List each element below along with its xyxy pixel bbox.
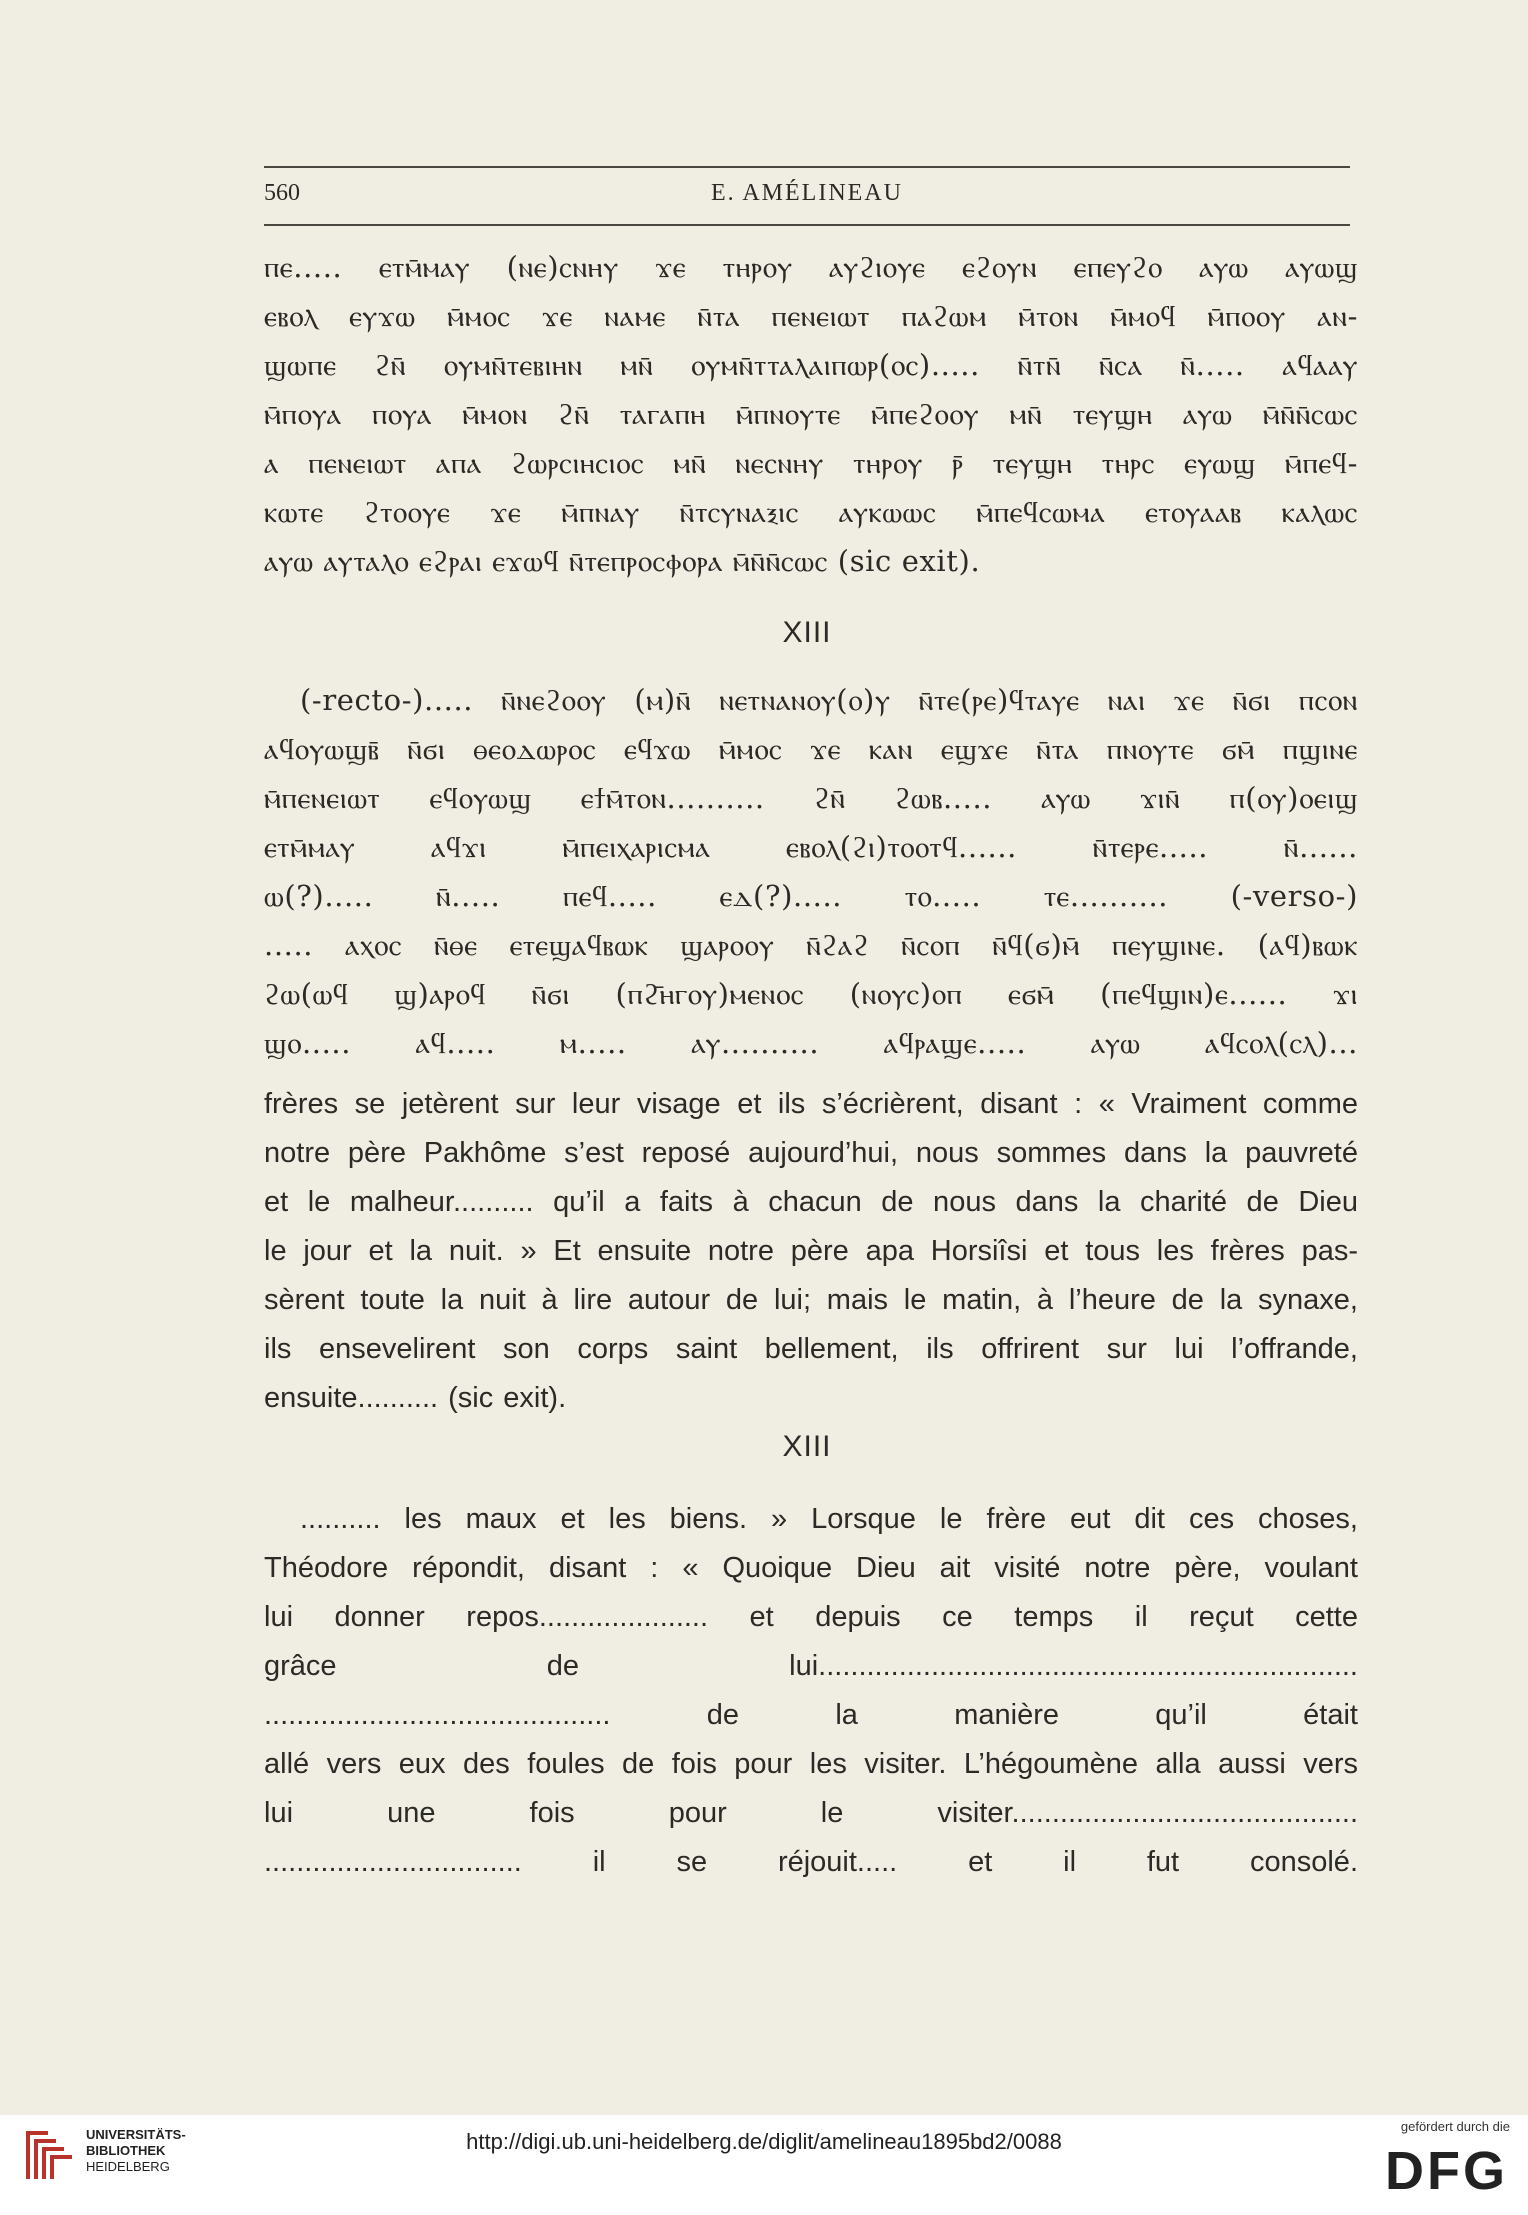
section-heading: XIII bbox=[782, 1430, 832, 1463]
text-line: (-recto-)..... ⲛ̄ⲛⲉϩⲟⲟⲩ (ⲙ)ⲛ̄ ⲛⲉⲧⲛⲁⲛⲟⲩ(ⲟ)ⲩ ⲛ̄ⲧⲉ(ⲣⲉ)ϥⲧⲁⲩⲉ ⲛⲁⲓ ϫⲉ ⲛ̄ϭⲓ ⲡⲥⲟⲛ bbox=[300, 683, 1358, 717]
coptic-paragraph-2 bbox=[264, 676, 1358, 1068]
text-line: .......... les maux et les biens. » Lorsque le frère eut dit ces choses, bbox=[300, 1503, 1358, 1535]
text-line: ⲉⲃⲟⲗ ⲉⲩϫⲱ ⲙ̄ⲙⲟⲥ ϫⲉ ⲛⲁⲙⲉ ⲛ̄ⲧⲁ ⲡⲉⲛⲉⲓⲱⲧ ⲡⲁϩⲱⲙ ⲙ̄ⲧⲟⲛ ⲙ̄ⲙⲟϥ ⲙ̄ⲡⲟⲟⲩ ⲁⲛ- bbox=[264, 299, 1358, 333]
text-line: notre père Pakhôme s’est reposé aujourd’hui, nous sommes dans la pauvreté bbox=[264, 1137, 1358, 1169]
text-line: Théodore répondit, disant : « Quoique Dieu ait visité notre père, voulant bbox=[264, 1552, 1358, 1584]
text-line: ........................................... de la manière qu’il était bbox=[264, 1699, 1358, 1731]
text-line: allé vers eux des foules de fois pour les visiter. L’hégoumène alla aussi vers bbox=[264, 1748, 1358, 1780]
header-bottom-rule bbox=[264, 224, 1350, 226]
source-url-link[interactable]: http://digi.ub.uni-heidelberg.de/diglit/amelineau1895bd2/0088 bbox=[466, 2129, 1062, 2154]
text-line: lui donner repos..................... et depuis ce temps il reçut cette bbox=[264, 1601, 1358, 1633]
text-line: le jour et la nuit. » Et ensuite notre père apa Horsiîsi et tous les frères pas- bbox=[264, 1235, 1358, 1267]
text-line: ⲁⲩⲱ ⲁⲩⲧⲁⲗⲟ ⲉϩⲣⲁⲓ ⲉϫⲱϥ ⲛ̄ⲧⲉⲡⲣⲟⲥⲫⲟⲣⲁ ⲙ̄ⲛ̄ⲛ̄ⲥⲱⲥ (sic exit). bbox=[264, 544, 981, 578]
text-line: frères se jetèrent sur leur visage et ils s’écrièrent, disant : « Vraiment comme bbox=[264, 1088, 1358, 1120]
footer-bar bbox=[0, 2115, 1528, 2215]
running-head: E. AMÉLINEAU bbox=[711, 180, 903, 206]
french-paragraph-1 bbox=[264, 1080, 1358, 1423]
institution-line: BIBLIOTHEK bbox=[86, 2143, 166, 2158]
french-paragraph-2 bbox=[264, 1495, 1358, 1887]
institution-line: HEIDELBERG bbox=[86, 2159, 170, 2174]
text-line: sèrent toute la nuit à lire autour de lui; mais le matin, à l’heure de la synaxe, bbox=[264, 1284, 1358, 1316]
text-line: ⲱ(?)..... ⲛ̄..... ⲡⲉϥ..... ⲉⲇ(?)..... ⲧⲟ..... ⲧⲉ.......... (-verso-) bbox=[264, 879, 1358, 913]
text-line: ϣⲟ..... ⲁϥ..... ⲙ..... ⲁⲩ.......... ⲁϥⲣⲁϣⲉ..... ⲁⲩⲱ ⲁϥⲥⲟⲗ(ⲥⲗ)... bbox=[264, 1026, 1358, 1060]
text-line: ils ensevelirent son corps saint bellement, ils offrirent sur lui l’offrande, bbox=[264, 1333, 1358, 1365]
text-line: ⲕⲱⲧⲉ ϩⲧⲟⲟⲩⲉ ϫⲉ ⲙ̄ⲡⲛⲁⲩ ⲛ̄ⲧⲥⲩⲛⲁⲝⲓⲥ ⲁⲩⲕⲱⲱⲥ ⲙ̄ⲡⲉϥⲥⲱⲙⲁ ⲉⲧⲟⲩⲁⲁⲃ ⲕⲁⲗⲱⲥ bbox=[264, 495, 1358, 529]
text-line: ⲙ̄ⲡⲉⲛⲉⲓⲱⲧ ⲉϥⲟⲩⲱϣ ⲉϯⲙ̄ⲧⲟⲛ.......... ϩⲛ̄ ϩⲱⲃ..... ⲁⲩⲱ ϫⲓⲛ̄ ⲡ(ⲟⲩ)ⲟⲉⲓϣ bbox=[264, 781, 1358, 815]
funded-by-label: gefördert durch die bbox=[1400, 2119, 1510, 2134]
page-header bbox=[264, 180, 1350, 214]
text-line: ⲡⲉ..... ⲉⲧⲙ̄ⲙⲁⲩ (ⲛⲉ)ⲥⲛⲏⲩ ϫⲉ ⲧⲏⲣⲟⲩ ⲁⲩϩⲓⲟⲩⲉ ⲉϩⲟⲩⲛ ⲉⲡⲉⲩϩⲟ ⲁⲩⲱ ⲁⲩⲱϣ bbox=[264, 250, 1358, 284]
text-line: ϣⲱⲡⲉ ϩⲛ̄ ⲟⲩⲙⲛ̄ⲧⲉⲃⲓⲏⲛ ⲙⲛ̄ ⲟⲩⲙⲛ̄ⲧⲧⲁⲗⲁⲓⲡⲱⲣ(ⲟⲥ)..... ⲛ̄ⲧⲛ̄ ⲛ̄ⲥⲁ ⲛ̄..... ⲁϥⲁⲁⲩ bbox=[264, 348, 1358, 382]
coptic-paragraph-1 bbox=[264, 243, 1358, 586]
text-line: ..... ⲁⲭⲟⲥ ⲛ̄ⲑⲉ ⲉⲧⲉϣⲁϥⲃⲱⲕ ϣⲁⲣⲟⲟⲩ ⲛ̄ϩⲁϩ ⲛ̄ⲥⲟⲡ ⲛ̄ϥ(ϭ)ⲙ̄ ⲡⲉⲩϣⲓⲛⲉ. (ⲁϥ)ⲃⲱⲕ bbox=[264, 928, 1358, 962]
section-heading: XIII bbox=[782, 616, 832, 649]
text-line: grâce de lui................................................................... bbox=[264, 1650, 1358, 1682]
header-top-rule bbox=[264, 166, 1350, 168]
dfg-logo: DFG bbox=[1385, 2141, 1508, 2201]
text-line: ⲙ̄ⲡⲟⲩⲁ ⲡⲟⲩⲁ ⲙ̄ⲙⲟⲛ ϩⲛ̄ ⲧⲁⲅⲁⲡⲏ ⲙ̄ⲡⲛⲟⲩⲧⲉ ⲙ̄ⲡⲉϩⲟⲟⲩ ⲙⲛ̄ ⲧⲉⲩϣⲏ ⲁⲩⲱ ⲙ̄ⲛ̄ⲛ̄ⲥⲱⲥ bbox=[264, 397, 1358, 431]
text-line: ⲁ ⲡⲉⲛⲉⲓⲱⲧ ⲁⲡⲁ ϩⲱⲣⲥⲓⲏⲥⲓⲟⲥ ⲙⲛ̄ ⲛⲉⲥⲛⲏⲩ ⲧⲏⲣⲟⲩ ⲣ̄ ⲧⲉⲩϣⲏ ⲧⲏⲣⲥ ⲉⲩⲱϣ ⲙ̄ⲡⲉϥ- bbox=[264, 446, 1358, 480]
text-line: ϩⲱ(ⲱϥ ϣ)ⲁⲣⲟϥ ⲛ̄ϭⲓ (ⲡϩ̄ⲏⲅⲟⲩ)ⲙⲉⲛⲟⲥ (ⲛⲟⲩⲥ)ⲟⲡ ⲉϭⲙ̄ (ⲡⲉϥϣⲓⲛ)ⲉ...... ϫⲓ bbox=[264, 977, 1358, 1011]
text-line: lui une fois pour le visiter........................................... bbox=[264, 1797, 1358, 1829]
text-line: ⲉⲧⲙ̄ⲙⲁⲩ ⲁϥϫⲓ ⲙ̄ⲡⲉⲓⲭⲁⲣⲓⲥⲙⲁ ⲉⲃⲟⲗ(ϩⲓ)ⲧⲟⲟⲧϥ...... ⲛ̄ⲧⲉⲣⲉ..... ⲛ̄...... bbox=[264, 830, 1358, 864]
text-line: ⲁϥⲟⲩⲱϣⲃ̄ ⲛ̄ϭⲓ ⲑⲉⲟⲇⲱⲣⲟⲥ ⲉϥϫⲱ ⲙ̄ⲙⲟⲥ ϫⲉ ⲕⲁⲛ ⲉϣϫⲉ ⲛ̄ⲧⲁ ⲡⲛⲟⲩⲧⲉ ϭⲙ̄ ⲡϣⲓⲛⲉ bbox=[264, 732, 1358, 766]
text-line: et le malheur.......... qu’il a faits à chacun de nous dans la charité de Dieu bbox=[264, 1186, 1358, 1218]
text-line: ensuite.......... (sic exit). bbox=[264, 1382, 567, 1414]
page-number: 560 bbox=[264, 180, 300, 206]
text-line: ................................ il se réjouit..... et il fut consolé. bbox=[264, 1846, 1358, 1878]
institution-line: UNIVERSITÄTS- bbox=[86, 2127, 186, 2142]
